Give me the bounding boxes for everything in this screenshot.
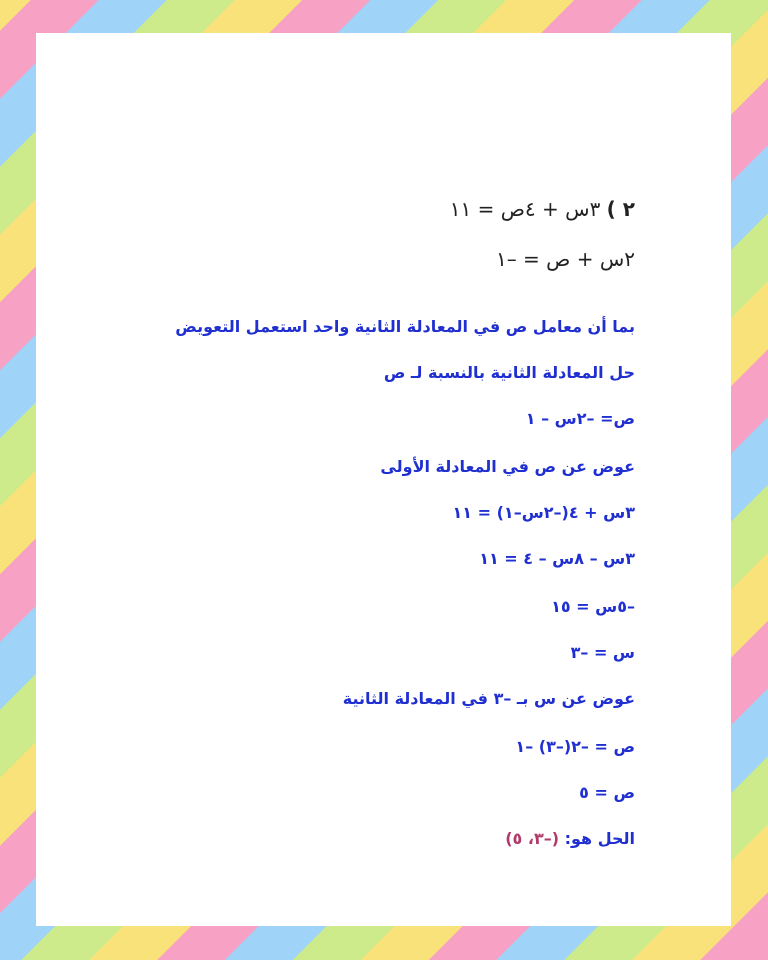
worksheet-card: [36, 33, 731, 926]
step-line: عوض عن ص في المعادلة الأولى: [380, 457, 635, 476]
step-line: ص = ٥: [579, 783, 635, 802]
answer-line: [505, 829, 635, 848]
problem-equation-1: [450, 197, 635, 221]
problem-number: ٢ ): [606, 197, 635, 221]
step-line: –٥س = ١٥: [551, 597, 635, 616]
step-line: عوض عن س بـ –٣ في المعادلة الثانية: [342, 689, 635, 708]
step-line: بما أن معامل ص في المعادلة الثانية واحد استعمل التعويض: [175, 317, 635, 336]
step-line: حل المعادلة الثانية بالنسبة لـ ص: [383, 363, 635, 382]
step-line: ٣س – ٨س – ٤ = ١١: [479, 549, 635, 568]
step-line: ص = –٢(–٣) –١: [515, 737, 635, 756]
step-line: س = –٣: [570, 643, 635, 662]
step-line: ص= –٢س – ١: [525, 409, 635, 428]
equation-1: ٣س + ٤ص = ١١: [449, 197, 601, 221]
answer-value: (–٣، ٥): [505, 829, 560, 848]
equation-2: ٢س + ص = –١: [495, 247, 635, 271]
step-line: ٣س + ٤(–٢س–١) = ١١: [452, 503, 635, 522]
answer-label: الحل هو:: [564, 829, 635, 848]
problem-equation-2: [496, 247, 635, 271]
